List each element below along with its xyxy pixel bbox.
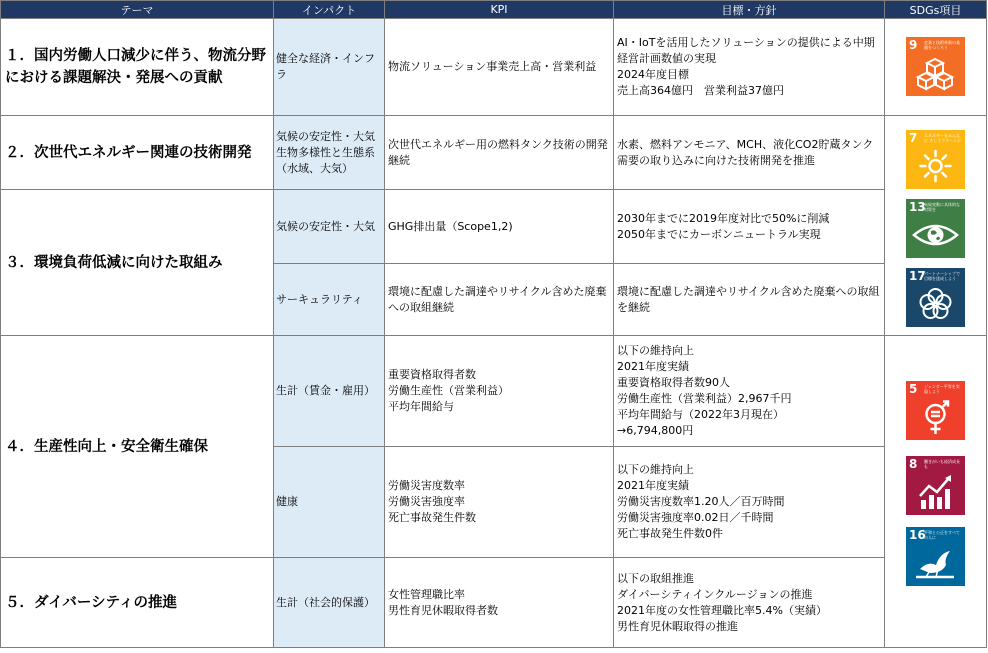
table-row — [1, 558, 987, 648]
impact-cell: サーキュラリティ — [274, 264, 385, 336]
theme-cell: ４．生産性向上・安全衛生確保 — [1, 336, 274, 558]
kpi-cell: GHG排出量（Scope1,2) — [385, 190, 614, 264]
kpi-cell: 環境に配慮した調達やリサイクル含めた廃棄への取組継続 — [385, 264, 614, 336]
sdg-8-growth-chart-icon — [906, 456, 965, 515]
sdg-13-eye-globe-icon — [906, 199, 965, 258]
goal-cell: 環境に配慮した調達やリサイクル含めた廃棄への取組を継続 — [614, 264, 885, 336]
sdg-number: 9 — [909, 38, 918, 52]
table-row — [1, 116, 987, 190]
sdg-number: 5 — [909, 382, 918, 396]
sun-icon — [906, 146, 965, 186]
sdg-label: エネルギーをみんなに そしてクリーンに — [924, 133, 962, 143]
sdg-label: ジェンダー平等を実現しよう — [924, 384, 960, 394]
kpi-cell: 重要資格取得者数 労働生産性（営業利益） 平均年間給与 — [385, 336, 614, 447]
sdg-label: パートナーシップで目標を達成しよう — [924, 271, 960, 281]
impact-cell: 健康 — [274, 447, 385, 558]
header-kpi: KPI — [385, 1, 614, 19]
theme-cell: １．国内労働人口減少に伴う、物流分野における課題解決・発展への貢献 — [1, 19, 274, 116]
table-row — [1, 190, 987, 264]
goal-cell: 水素、燃料アンモニア、MCH、液化CO2貯蔵タンク需要の取り込みに向けた技術開発を推進 — [614, 116, 885, 190]
sdg-number: 7 — [909, 131, 918, 145]
sdg-7-sun-icon — [906, 130, 965, 189]
sdg-number: 13 — [909, 200, 926, 214]
goal-cell: 以下の維持向上 2021年度実績 重要資格取得者数90人 労働生産性（営業利益）2,967千円 平均年間給与（2022年3月現在） →6,794,800円 — [614, 336, 885, 447]
sdg-5-gender-icon — [906, 381, 965, 440]
header-sdgs: SDGs項目 — [885, 1, 987, 19]
table-row — [1, 19, 987, 116]
sdg-17-rings-icon — [906, 268, 965, 327]
sdg-number: 16 — [909, 528, 926, 542]
theme-cell: ２．次世代エネルギー関連の技術開発 — [1, 116, 274, 190]
dove-icon — [906, 543, 965, 583]
goal-cell: 2030年までに2019年度対比で50%に削減 2050年までにカーボンニュートラル実現 — [614, 190, 885, 264]
sdg-label: 平和と公正をすべての人に — [924, 530, 960, 540]
goal-cell: 以下の維持向上 2021年度実績 労働災害度数率1.20人／百万時間 労働災害強度率0.02日／千時間 死亡事故発生件数0件 — [614, 447, 885, 558]
kpi-cell: 物流ソリューション事業売上高・営業利益 — [385, 19, 614, 116]
sdg-label: 気候変動に具体的な対策を — [924, 202, 960, 212]
theme-cell: ５．ダイバーシティの推進 — [1, 558, 274, 648]
cubes-icon — [906, 53, 965, 93]
header-goal: 目標・方針 — [614, 1, 885, 19]
impact-cell: 健全な経済・インフラ — [274, 19, 385, 116]
sdg-16-dove-icon — [906, 527, 965, 586]
sdg-number: 8 — [909, 457, 918, 471]
kpi-cell: 女性管理職比率 男性育児休暇取得者数 — [385, 558, 614, 648]
header-row — [1, 1, 987, 19]
goal-cell: 以下の取組推進 ダイバーシティインクルージョンの推進 2021年度の女性管理職比率5.4%（実績） 男性育児休暇取得の推進 — [614, 558, 885, 648]
growth-chart-icon — [906, 472, 965, 512]
sdg-number: 17 — [909, 269, 926, 283]
kpi-cell: 労働災害度数率 労働災害強度率 死亡事故発生件数 — [385, 447, 614, 558]
kpi-cell: 次世代エネルギー用の燃料タンク技術の開発継続 — [385, 116, 614, 190]
impact-cell: 生計（社会的保護） — [274, 558, 385, 648]
impact-cell: 生計（賃金・雇用） — [274, 336, 385, 447]
goal-cell: AI・IoTを活用したソリューションの提供による中期経営計画数値の実現 2024年度目標 売上高364億円 営業利益37億円 — [614, 19, 885, 116]
sdg-label: 働きがいも経済成長も — [924, 459, 960, 469]
sdg-9-cubes-icon — [906, 37, 965, 96]
sdg-label: 産業と技術革新の基盤をつくろう — [924, 40, 960, 50]
table-row — [1, 336, 987, 447]
header-impact: インパクト — [274, 1, 385, 19]
rings-icon — [906, 284, 965, 324]
impact-cell: 気候の安定性・大気 — [274, 190, 385, 264]
impact-cell: 気候の安定性・大気生物多様性と生態系（水域、大気） — [274, 116, 385, 190]
eye-globe-icon — [906, 215, 965, 255]
header-theme: テーマ — [1, 1, 274, 19]
theme-cell: ３．環境負荷低減に向けた取組み — [1, 190, 274, 336]
gender-icon — [906, 397, 965, 437]
